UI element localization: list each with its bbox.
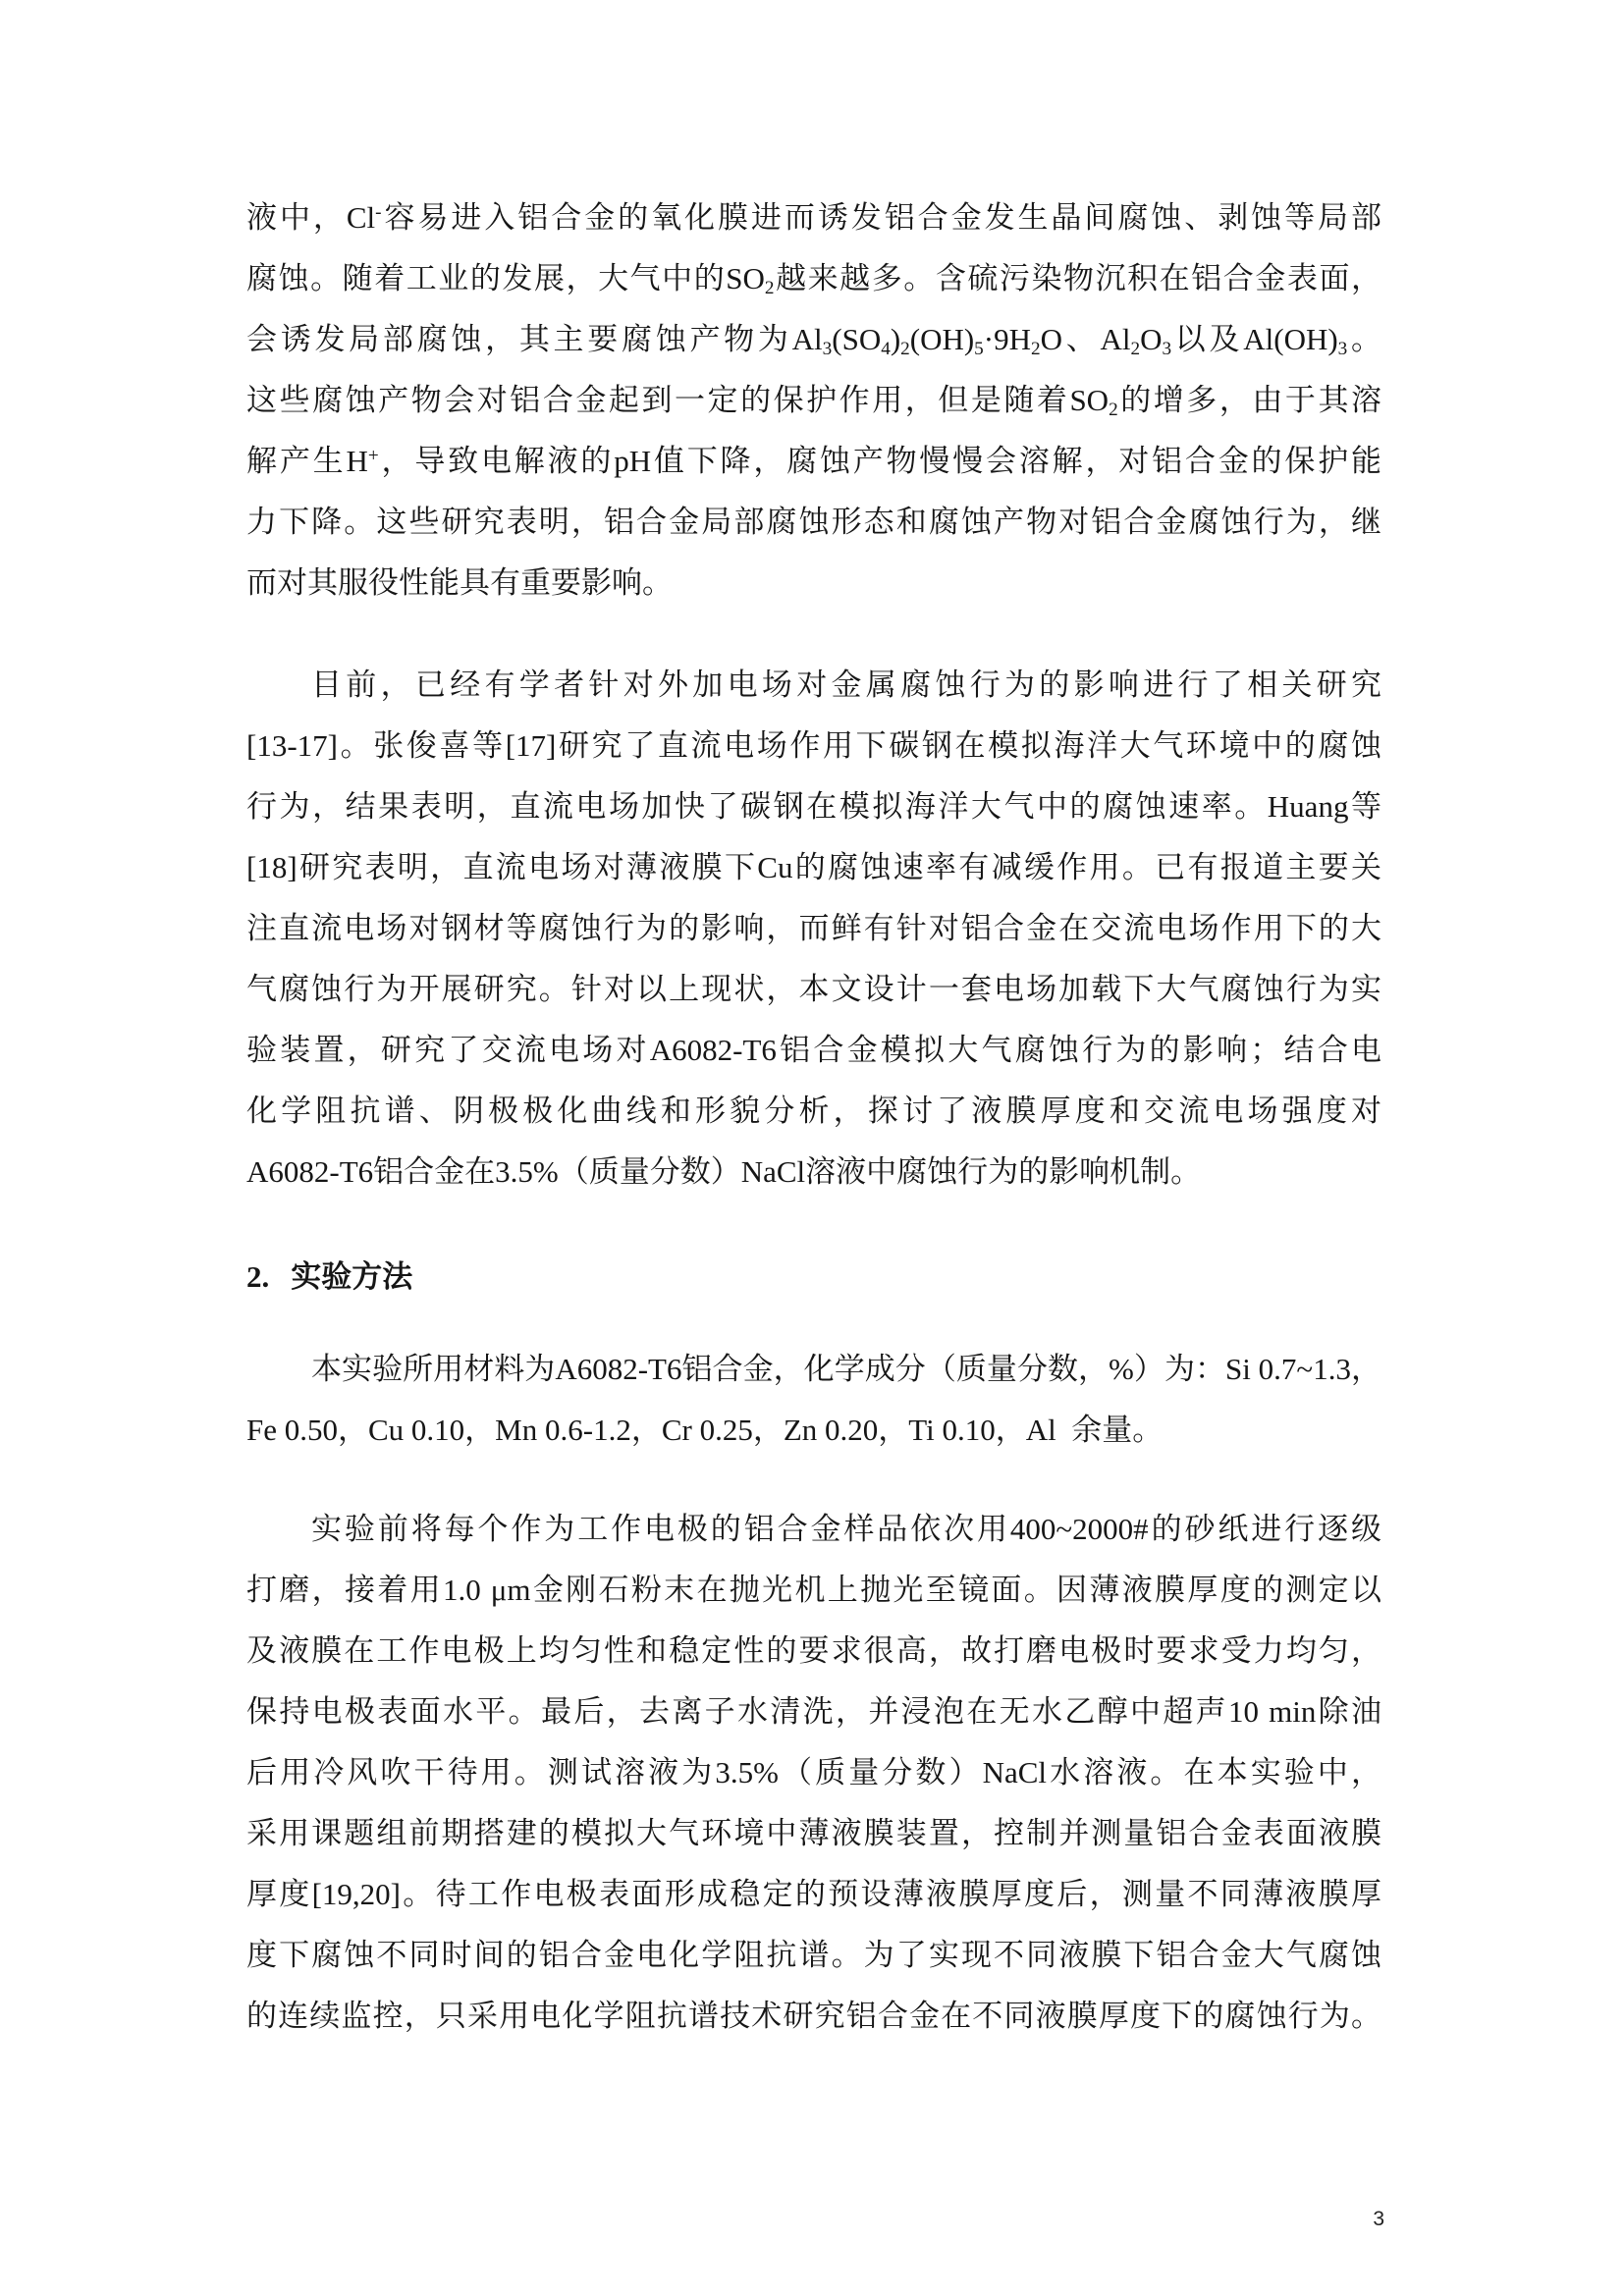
text-line [246, 1400, 1381, 1461]
text-run: ·9H [983, 322, 1031, 356]
text-line [246, 1499, 1381, 1560]
text-run: 力下降。这些研究表明，铝合金局部腐蚀形态和腐蚀产物对铝合金腐蚀行为，继 [246, 505, 1381, 539]
text-run: (SO [832, 322, 882, 356]
subscript: 3 [1162, 339, 1172, 360]
text-run: 气腐蚀行为开展研究。针对以上现状，本文设计一套电场加载下大气腐蚀行为实 [246, 972, 1381, 1006]
text-run: Fe 0.50，Cu 0.10，Mn 0.6-1.2，Cr 0.25，Zn 0.20，Ti 0.10，Al 余量。 [246, 1413, 1164, 1447]
text-line [246, 716, 1381, 776]
text-run: 本实验所用材料为A6082-T6铝合金，化学成分（质量分数，%）为：Si 0.7~1.3， [311, 1352, 1381, 1386]
text-run: 采用课题组前期搭建的模拟大气环境中薄液膜装置，控制并测量铝合金表面液膜 [246, 1816, 1381, 1850]
text-run: 化学阻抗谱、阴极极化曲线和形貌分析，探讨了液膜厚度和交流电场强度对 [246, 1094, 1381, 1128]
paragraph-materials [246, 1339, 1381, 1461]
text-line [246, 431, 1381, 492]
text-line [246, 1081, 1381, 1142]
text-line [246, 898, 1381, 959]
text-line [246, 1621, 1381, 1682]
text-line [246, 1803, 1381, 1864]
text-run: 这些腐蚀产物会对铝合金起到一定的保护作用，但是随着SO [246, 383, 1110, 417]
text-line [246, 837, 1381, 898]
text-run: 度下腐蚀不同时间的铝合金电化学阻抗谱。为了实现不同液膜下铝合金大气腐蚀 [246, 1938, 1381, 1972]
text-run: 注直流电场对钢材等腐蚀行为的影响，而鲜有针对铝合金在交流电场作用下的大 [246, 911, 1381, 945]
text-run: 实验前将每个作为工作电极的铝合金样品依次用400~2000#的砂纸进行逐级 [311, 1512, 1381, 1546]
text-run: 越来越多。含硫污染物沉积在铝合金表面， [774, 261, 1381, 295]
section-title: 实验方法 [291, 1259, 413, 1294]
text-run: O [1140, 322, 1163, 356]
text-run: 打磨，接着用1.0 μm金刚石粉末在抛光机上抛光至镜面。因薄液膜厚度的测定以 [246, 1573, 1381, 1607]
text-line [246, 1560, 1381, 1621]
text-run: 的连续监控，只采用电化学阻抗谱技术研究铝合金在不同液膜厚度下的腐蚀行为。 [246, 1999, 1381, 2033]
text-line [246, 1020, 1381, 1081]
text-line [246, 1339, 1381, 1400]
text-run: 会诱发局部腐蚀，其主要腐蚀产物为Al [246, 322, 823, 356]
subscript: 4 [881, 339, 891, 360]
subscript: 2 [1109, 400, 1118, 421]
text-run: (OH) [909, 322, 975, 356]
text-run: 及液膜在工作电极上均匀性和稳定性的要求很高，故打磨电极时要求受力均匀， [246, 1633, 1381, 1668]
text-line [246, 187, 1381, 248]
text-run: [13-17]。张俊喜等[17]研究了直流电场作用下碳钢在模拟海洋大气环境中的腐蚀 [246, 728, 1381, 763]
paragraph-corrosion-background [246, 187, 1381, 614]
text-line [246, 1925, 1381, 1986]
paragraph-sample-preparation [246, 1499, 1381, 2047]
text-line [246, 655, 1381, 716]
subscript: 2 [1031, 339, 1041, 360]
text-line [246, 776, 1381, 837]
subscript: 2 [1130, 339, 1141, 360]
text-run: 解产生H [246, 444, 368, 478]
text-line [246, 370, 1381, 431]
text-run: 液中，Cl [246, 200, 376, 235]
text-line [246, 1742, 1381, 1803]
subscript: 3 [822, 339, 833, 360]
subscript: 5 [974, 339, 984, 360]
text-run: 以及Al(OH) [1171, 322, 1338, 356]
text-run: 行为，结果表明，直流电场加快了碳钢在模拟海洋大气中的腐蚀速率。Huang等 [246, 789, 1381, 824]
page-number: 3 [1373, 2208, 1384, 2230]
text-run: O、Al [1040, 322, 1131, 356]
text-line [246, 1864, 1381, 1925]
text-line [246, 553, 1381, 614]
text-run: 容易进入铝合金的氧化膜进而诱发铝合金发生晶间腐蚀、剥蚀等局部 [381, 200, 1381, 235]
text-run: 后用冷风吹干待用。测试溶液为3.5%（质量分数）NaCl水溶液。在本实验中， [246, 1755, 1381, 1789]
superscript: + [367, 446, 379, 467]
text-line [246, 309, 1381, 370]
subscript: 2 [900, 339, 910, 360]
subscript: 3 [1337, 339, 1348, 360]
text-run: A6082-T6铝合金在3.5%（质量分数）NaCl溶液中腐蚀行为的影响机制。 [246, 1154, 1202, 1189]
text-run: 目前，已经有学者针对外加电场对金属腐蚀行为的影响进行了相关研究 [311, 667, 1381, 702]
text-run: 的增多，由于其溶 [1117, 383, 1381, 417]
text-line [246, 1986, 1381, 2047]
text-run: 。 [1347, 322, 1382, 356]
text-line [246, 1682, 1381, 1742]
paragraph-prior-research [246, 655, 1381, 1202]
text-run: 验装置，研究了交流电场对A6082-T6铝合金模拟大气腐蚀行为的影响；结合电 [246, 1033, 1381, 1067]
section-number: 2. [246, 1259, 270, 1294]
subscript: 2 [764, 278, 775, 299]
text-run: 而对其服役性能具有重要影响。 [246, 565, 673, 600]
section-heading [246, 1247, 412, 1308]
text-run: [18]研究表明，直流电场对薄液膜下Cu的腐蚀速率有减缓作用。已有报道主要关 [246, 850, 1381, 884]
superscript: - [375, 202, 382, 224]
text-line [246, 492, 1381, 553]
text-run: 厚度[19,20]。待工作电极表面形成稳定的预设薄液膜厚度后，测量不同薄液膜厚 [246, 1877, 1381, 1911]
text-run: ，导致电解液的pH值下降，腐蚀产物慢慢会溶解，对铝合金的保护能 [378, 444, 1382, 478]
text-line [246, 1142, 1381, 1202]
text-run: ) [890, 322, 901, 356]
text-line [246, 959, 1381, 1020]
text-run: 腐蚀。随着工业的发展，大气中的SO [246, 261, 765, 295]
text-line [246, 248, 1381, 309]
text-run: 保持电极表面水平。最后，去离子水清洗，并浸泡在无水乙醇中超声10 min除油 [246, 1694, 1381, 1729]
